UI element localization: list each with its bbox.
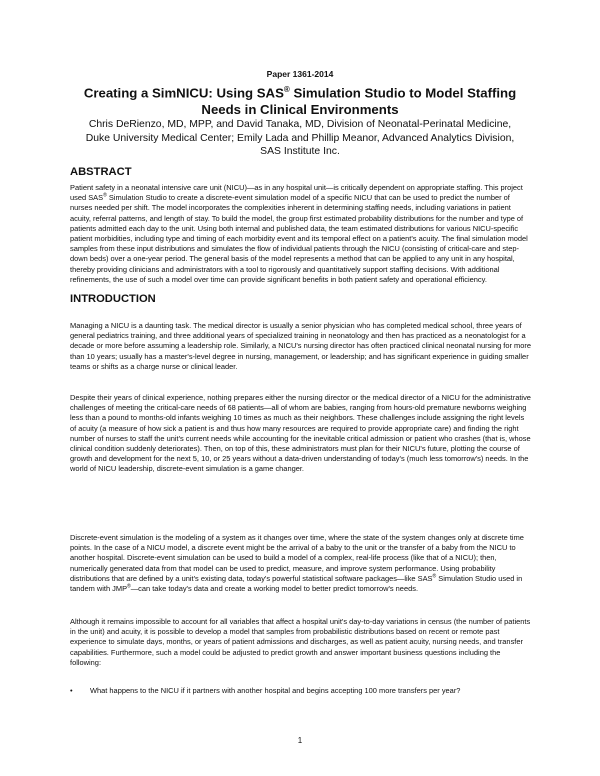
intro-paragraph-3: Discrete-event simulation is the modeling of a system as it changes over time, where the state of the system changes only at discrete time points. In the case of a NICU model, a discrete event might be the arrival of a baby to the unit or the transfer of a baby from the NICU to another hospital. Discrete-event simulation can be used to build a model of a complex, real-life process (like that of a NICU); then, numerically generated data from that model can be used to predict, measure, and improve system performance. Using probability distributions that are defined by a unit's existing data, today's powerful statistical software packages—like SAS® Simulation Studio used in tandem with JMP®—can take today's data and create a working model to better predict tomorrow's needs. — [70, 533, 524, 594]
bullet-text: What happens to the NICU if it partners with another hospital and begins accepting 100 more transfers per year? — [90, 686, 461, 695]
abstract-heading: ABSTRACT — [70, 166, 132, 178]
author-block — [70, 118, 530, 159]
intro-paragraph-2: Despite their years of clinical experience, nothing prepares either the nursing director or the medical director of a NICU for the administrative challenges of meeting the critical-care needs of 68 patients—all of whom are babies, ranging from hours-old premature newborns weighing less than a pound to months-old infants weighing 10 times as much as their neighbors. These challenges include assigning the right levels of acuity (a measure of how sick a patient is and thus how many resources are required to provide appropriate care) and finding the right number of nurses to staff the unit's current needs while accounting for the inevitable critical admission or patient who crashes (that is, whose clinical condition suddenly deteriorates). Then, on top of this, these administrators must plan for their NICU's future, plotting the course of growth and development for the next 5, 10, or 25 years without a data-driven understanding of today's (much less tomorrow's) needs. In the world of NICU leadership, discrete-event simulation is a game changer. — [70, 393, 531, 474]
author-line: Duke University Medical Center; Emily Lada and Phillip Meanor, Advanced Analytics Division, — [85, 132, 515, 144]
intro-paragraph-4: Although it remains impossible to account for all variables that affect a hospital unit's day-to-day variations in census (the number of patients in the unit) and acuity, it is possible to develop a model that samples from probabilistic distributions based on recent or remote past experience to simulate days, months, or years of patient admissions and discharges, as well as patient acuity, nursing needs, and transfer capabilities. Furthermore, such a model could be adjusted to predict growth and answer important business questions including the following: — [70, 617, 531, 667]
author-line: Chris DeRienzo, MD, MPP, and David Tanaka, MD, Division of Neonatal-Perinatal Medicine, — [88, 119, 512, 130]
intro-paragraph-1: Managing a NICU is a daunting task. The medical director is usually a senior physician who has completed medical school, three years of general pediatrics training, and three additional years of specialized training in neonatology and then has practiced as a neonatologist for a decade or more before assuming a leadership role. Similarly, a NICU's nursing director has often practiced clinical neonatal nursing for more than 10 years; usually has a master's-level degree in nursing, management, or leadership; and has significant experience in guiding smaller teams or shifts as a charge nurse or clinical leader. — [70, 321, 531, 371]
introduction-heading: INTRODUCTION — [70, 293, 156, 305]
paper-number: Paper 1361-2014 — [266, 69, 334, 79]
page-number: 1 — [297, 736, 303, 745]
registered-mark: ® — [283, 85, 290, 94]
paper-title: Creating a SimNICU: Using SAS® Simulation Studio to Model Staffing Needs in Clinical Environments — [83, 85, 517, 118]
abstract-paragraph: Patient safety in a neonatal intensive care unit (NICU)—as in any hospital unit—is critically dependent on appropriate staffing. This project used SAS® Simulation Studio to create a discrete-event simulation model of a specific NICU that can be used to predict the number of nurses needed per shift. The model incorporates the complexities inherent in determining staffing needs, including variations in patient acuity, referral patterns, and length of stay. To build the model, the group first estimated probability distributions for the number and type of patients admitted each day to the unit. Using both internal and published data, the team estimated distributions for various NICU-specific patient morbidities, including type and timing of each morbidity event and its temporal effect on a patient's acuity. The final simulation model samples from these input distributions and simulates the flow of individual patients through the NICU (consisting of critical-care and step-down beds) over a one-year period. The general basis of the model represents a method that can be applied to any unit in any hospital, thereby providing clinicians and administrators with a tool to rigorously and quantitatively support staffing decisions. With additional refinements, the use of such a model over time can provide significant benefits in both patient safety and operational efficiency. — [70, 183, 528, 284]
bullet-dot-icon: • — [70, 686, 73, 695]
author-line: SAS Institute Inc. — [260, 146, 340, 157]
